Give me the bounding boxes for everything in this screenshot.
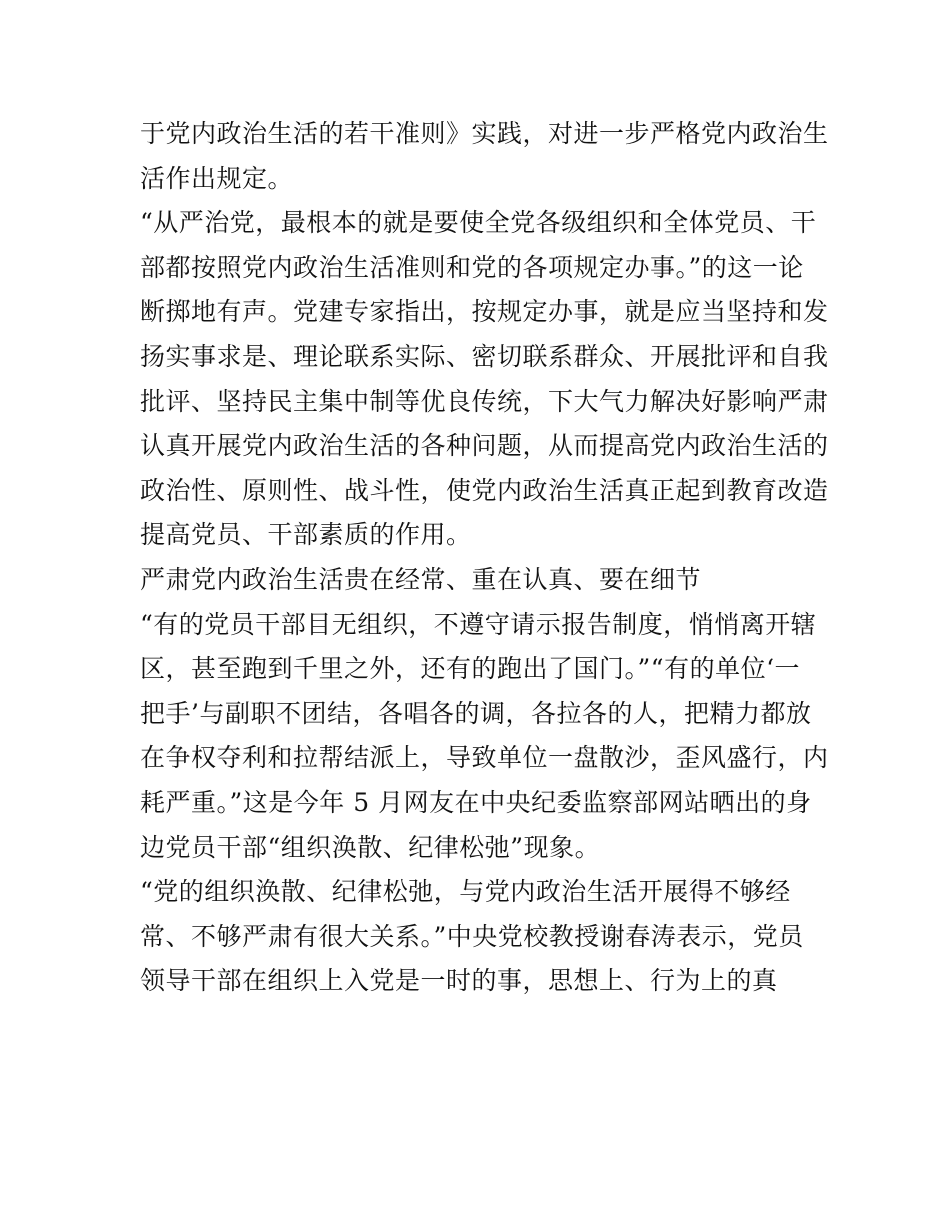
text-line: 边党员干部“组织涣散、纪律松弛”现象。 (140, 832, 601, 862)
section-heading: 严肃党内政治生活贵在经常、重在认真、要在细节 (140, 564, 702, 594)
text-line: 断掷地有声。党建专家指出，按规定办事，就是应当坚持和发 (140, 297, 829, 327)
text-line: 提高党员、干部素质的作用。 (140, 520, 472, 550)
text-line: 认真开展党内政治生活的各种问题，从而提高党内政治生活的 (140, 431, 829, 461)
text-line: 部都按照党内政治生活准则和党的各项规定办事。”的这一论 (140, 252, 804, 282)
text-line: 区，甚至跑到千里之外，还有的跑出了国门。”“有的单位‘一 (140, 654, 801, 684)
text-line: 批评、坚持民主集中制等优良传统，下大气力解决好影响严肃 (140, 386, 829, 416)
document-body (140, 112, 829, 1004)
text-line: “有的党员干部目无组织，不遵守请示报告制度，悄悄离开辖 (140, 609, 817, 639)
text-line: 政治性、原则性、战斗性，使党内政治生活真正起到教育改造 (140, 475, 829, 505)
text-line: 领导干部在组织上入党是一时的事，思想上、行为上的真 (140, 966, 778, 996)
text-line: 于党内政治生活的若干准则》实践，对进一步严格党内政治生 (140, 119, 829, 148)
text-line: 耗严重。”这是今年 5 月网友在中央纪委监察部网站晒出的身 (140, 787, 812, 817)
text-line: 活作出规定。 (140, 163, 294, 193)
text-line: “从严治党，最根本的就是要使全党各级组织和全体党员、干 (140, 208, 817, 238)
text-line: 把手’与副职不团结，各唱各的调，各拉各的人，把精力都放 (140, 698, 812, 728)
text-line: 扬实事求是、理论联系实际、密切联系群众、开展批评和自我 (140, 341, 829, 371)
text-line: “党的组织涣散、纪律松弛，与党内政治生活开展得不够经 (140, 877, 791, 907)
text-line: 在争权夺利和拉帮结派上，导致单位一盘散沙，歪风盛行，内 (140, 743, 829, 773)
text-line: 常、不够严肃有很大关系。”中央党校教授谢春涛表示，党员 (140, 921, 804, 951)
